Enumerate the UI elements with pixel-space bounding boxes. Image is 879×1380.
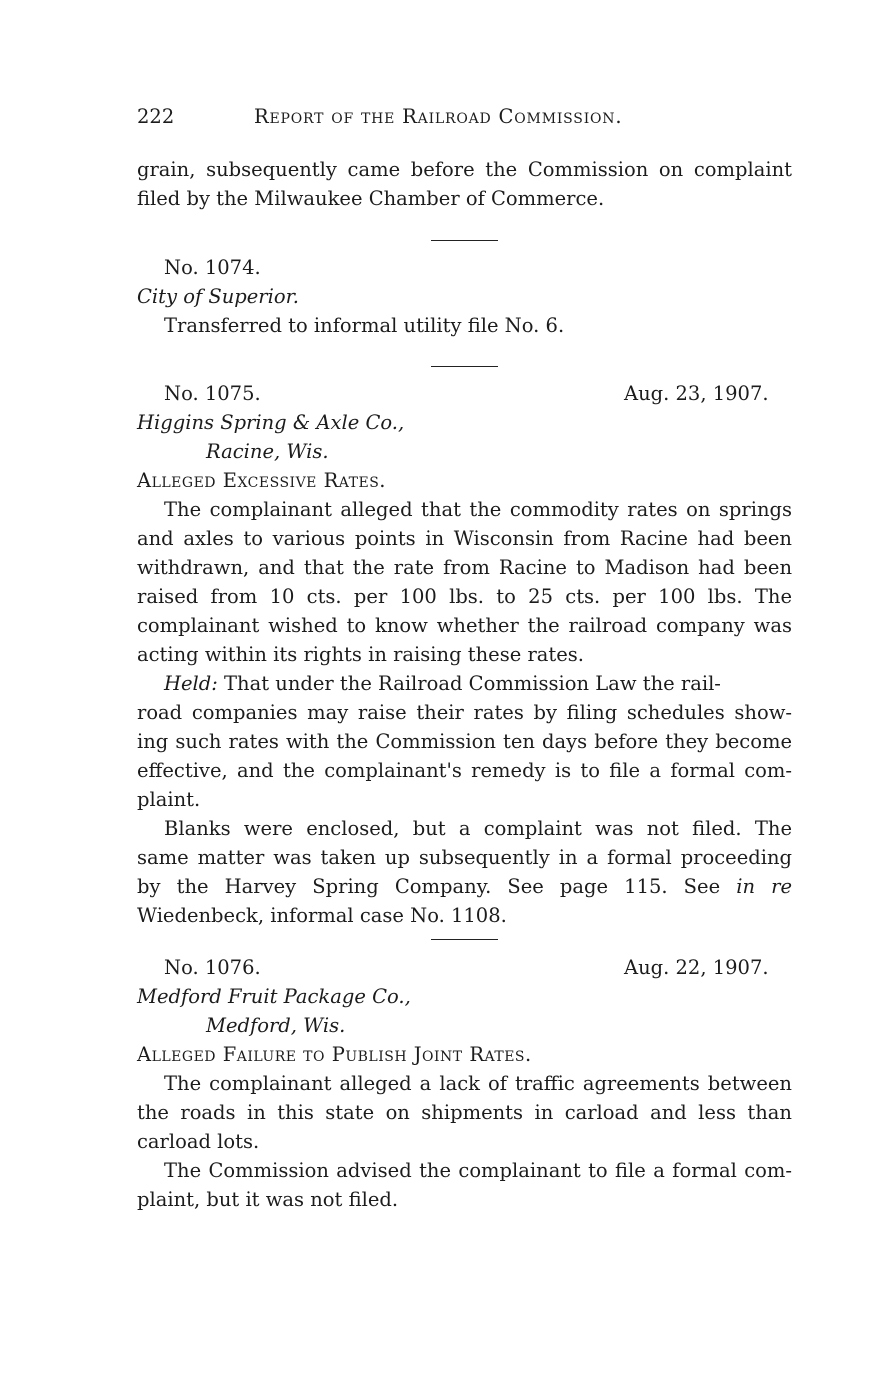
case-note: Transferred to informal utility file No. 6. (164, 314, 565, 337)
text-line: plaint, but it was not filed. (137, 1188, 399, 1211)
case-party-name: Higgins Spring & Axle Co., (137, 411, 405, 434)
text-line: grain, subsequently came before the Commission on complaint (137, 158, 792, 181)
text-line: the roads in this state on shipments in carload and less than (137, 1101, 792, 1124)
held-line (137, 669, 792, 698)
text-line: carload lots. (137, 1130, 260, 1153)
section-divider (431, 366, 498, 367)
text-line: Wiedenbeck, informal case No. 1108. (137, 904, 507, 927)
page-header (137, 102, 792, 132)
text-line: same matter was taken up subsequently in a formal proceeding (137, 846, 792, 869)
case-heading-row (137, 953, 792, 982)
see-also-italic: in re (736, 875, 792, 898)
case-date: Aug. 23, 1907. (624, 382, 769, 405)
case-heading-row (137, 379, 792, 408)
text-line: and axles to various points in Wisconsin from Racine had been (137, 527, 792, 550)
text-line: withdrawn, and that the rate from Racine to Madison had been (137, 556, 792, 579)
text-line: plaint. (137, 788, 201, 811)
case-1074 (137, 253, 792, 340)
held-text: That under the Railroad Commission Law the rail- (217, 672, 721, 695)
case-number: No. 1076. (164, 956, 261, 979)
page-number: 222 (137, 105, 175, 128)
case-number: No. 1074. (164, 256, 261, 279)
text-line: Blanks were enclosed, but a complaint was not filed. The (164, 817, 792, 840)
case-party-address: Medford, Wis. (206, 1014, 346, 1037)
running-title: Report of the Railroad Commission. (254, 105, 623, 128)
text-line: acting within its rights in raising these rates. (137, 643, 584, 666)
case-subject: Alleged Failure to Publish Joint Rates. (137, 1043, 532, 1066)
see-also-line (137, 872, 792, 901)
text-line: The complainant alleged that the commodity rates on springs (164, 498, 792, 521)
case-date: Aug. 22, 1907. (624, 956, 769, 979)
case-party: City of Superior. (137, 285, 299, 308)
case-1076 (137, 953, 792, 1214)
text-line: road companies may raise their rates by filing schedules show- (137, 701, 792, 724)
text-line: complainant wished to know whether the railroad company was (137, 614, 792, 637)
text-line: The Commission advised the complainant to file a formal com- (164, 1159, 792, 1182)
case-party-name: Medford Fruit Package Co., (137, 985, 411, 1008)
text-line: ing such rates with the Commission ten days before they become (137, 730, 792, 753)
intro-paragraph (137, 155, 792, 213)
text-line: The complainant alleged a lack of traffic agreements between (164, 1072, 792, 1095)
case-party-address: Racine, Wis. (206, 440, 329, 463)
case-number: No. 1075. (164, 382, 261, 405)
case-1075 (137, 379, 792, 930)
text-line: raised from 10 cts. per 100 lbs. to 25 cts. per 100 lbs. The (137, 585, 792, 608)
section-divider (431, 939, 498, 940)
text-line: effective, and the complainant's remedy is to file a formal com- (137, 759, 792, 782)
section-divider (431, 240, 498, 241)
see-also-text: by the Harvey Spring Company. See page 115. See (137, 875, 737, 898)
held-label: Held: (164, 672, 218, 695)
text-line: filed by the Milwaukee Chamber of Commerce. (137, 187, 605, 210)
case-subject: Alleged Excessive Rates. (137, 469, 386, 492)
